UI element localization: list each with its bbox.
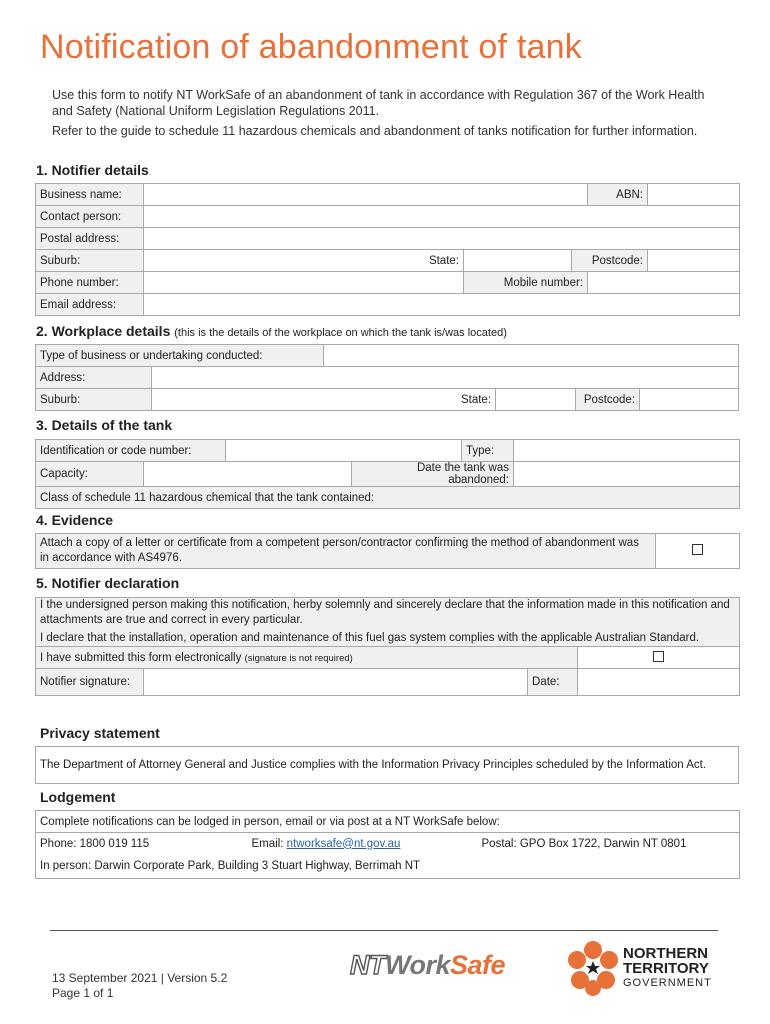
electronic-note: (signature is not required): [244, 652, 353, 664]
intro-paragraph-1: Use this form to notify NT WorkSafe of an abandonment of tank in accordance with Regulation 367 of the Work Health and Safety (National Uniform Legislation Regulations 2011.: [52, 88, 705, 118]
lodgement-heading: Lodgement: [40, 789, 116, 805]
lodgement-phone: Phone: 1800 019 115: [36, 833, 248, 855]
electronic-submission-label: [36, 647, 578, 669]
type-field[interactable]: [514, 440, 740, 462]
mobile-number-field[interactable]: [588, 272, 740, 294]
lodgement-intro: Complete notifications can be lodged in person, email or via post at a NT WorkSafe below:: [36, 811, 740, 833]
workplace-postcode-field[interactable]: [640, 389, 739, 411]
workplace-suburb-label: Suburb:: [36, 389, 152, 411]
workplace-state-field[interactable]: [496, 389, 576, 411]
section-5-heading: 5. Notifier declaration: [36, 575, 180, 591]
nt-worksafe-logo: [350, 950, 505, 981]
type-of-business-label: Type of business or undertaking conducted:: [36, 345, 324, 367]
section-4-heading: 4. Evidence: [36, 512, 114, 528]
postal-address-label: Postal address:: [36, 228, 144, 250]
email-link[interactable]: ntworksafe@nt.gov.au: [286, 837, 401, 850]
logo-nt-part: NT: [350, 950, 385, 980]
lodgement-postal: Postal: GPO Box 1722, Darwin NT 0801: [478, 833, 740, 855]
workplace-postcode-label: Postcode:: [575, 389, 639, 411]
state-label: State:: [144, 250, 464, 272]
lodgement-email: [248, 833, 478, 855]
section-1-heading: 1. Notifier details: [36, 162, 149, 178]
identification-field[interactable]: [226, 440, 462, 462]
workplace-state-label: State:: [152, 389, 496, 411]
nt-government-text: [623, 946, 712, 991]
section-2-title: 2. Workplace details: [36, 323, 171, 339]
date-abandoned-label: Date the tank was abandoned:: [352, 462, 514, 487]
postal-address-field[interactable]: [144, 228, 740, 250]
intro-paragraph-2: Refer to the guide to schedule 11 hazardous chemicals and abandonment of tanks notification for further information.: [52, 124, 698, 138]
declaration-date-label: Date:: [528, 669, 578, 696]
electronic-text: I have submitted this form electronically: [40, 651, 242, 664]
section-2-heading: [36, 323, 507, 339]
footer-divider: [50, 930, 718, 931]
chemical-class-label: Class of schedule 11 hazardous chemical that the tank contained:: [36, 487, 740, 509]
nt-government-logo: [565, 940, 725, 1000]
declaration-date-field[interactable]: [578, 669, 740, 696]
evidence-text: Attach a copy of a letter or certificate from a competent person/contractor confirming the method of abandonment was in accordance with AS4976.: [36, 534, 656, 569]
ntg-line-3: GOVERNMENT: [623, 977, 712, 989]
workplace-address-field[interactable]: [152, 367, 739, 389]
declaration-text: [36, 598, 740, 647]
notifier-details-table: [35, 183, 740, 316]
capacity-label: Capacity:: [36, 462, 144, 487]
date-abandoned-field[interactable]: [514, 462, 740, 487]
section-2-subtitle: (this is the details of the workplace on which the tank is/was located): [174, 327, 507, 339]
logo-work-part: Work: [385, 950, 451, 980]
declaration-1: I the undersigned person making this notification, herby solemnly and sincerely declare that the information made in this notification and attachments are true and correct in every particular.: [40, 599, 730, 626]
postcode-label: Postcode:: [572, 250, 648, 272]
tank-details-table: [35, 439, 740, 509]
logo-safe-part: Safe: [450, 950, 506, 980]
email-address-field[interactable]: [144, 294, 740, 316]
abn-field[interactable]: [648, 184, 740, 206]
electronic-checkbox-cell[interactable]: [578, 647, 740, 669]
mobile-number-label: Mobile number:: [464, 272, 588, 294]
email-address-label: Email address:: [36, 294, 144, 316]
business-name-label: Business name:: [36, 184, 144, 206]
type-label: Type:: [462, 440, 514, 462]
postcode-field[interactable]: [648, 250, 740, 272]
privacy-table: [35, 746, 739, 784]
state-field[interactable]: [464, 250, 572, 272]
evidence-checkbox-cell[interactable]: [656, 534, 740, 569]
contact-person-field[interactable]: [144, 206, 740, 228]
ntg-line-2: TERRITORY: [623, 960, 709, 977]
footer-page: Page 1 of 1: [52, 986, 114, 1000]
lodgement-table: [35, 810, 740, 879]
email-label: Email:: [251, 837, 287, 850]
declaration-table: [35, 597, 740, 696]
page-title: Notification of abandonment of tank: [40, 28, 582, 66]
notifier-signature-label: Notifier signature:: [36, 669, 144, 696]
phone-number-label: Phone number:: [36, 272, 144, 294]
footer-date-version: 13 September 2021 | Version 5.2: [52, 971, 228, 985]
suburb-label: Suburb:: [36, 250, 144, 272]
footer: [52, 971, 227, 1001]
business-name-field[interactable]: [144, 184, 588, 206]
phone-number-field[interactable]: [144, 272, 464, 294]
workplace-address-label: Address:: [36, 367, 152, 389]
lodgement-in-person: In person: Darwin Corporate Park, Building 3 Stuart Highway, Berrimah NT: [36, 854, 740, 879]
workplace-details-table: [35, 344, 739, 411]
identification-label: Identification or code number:: [36, 440, 226, 462]
desert-rose-icon: [565, 940, 621, 1000]
notifier-signature-field[interactable]: [144, 669, 528, 696]
evidence-table: [35, 533, 740, 569]
section-3-heading: 3. Details of the tank: [36, 417, 173, 433]
abn-label: ABN:: [588, 184, 648, 206]
evidence-checkbox[interactable]: [692, 544, 703, 555]
privacy-heading: Privacy statement: [40, 725, 160, 741]
electronic-checkbox[interactable]: [653, 651, 664, 662]
type-of-business-field[interactable]: [324, 345, 739, 367]
declaration-2: I declare that the installation, operation and maintenance of this fuel gas system complies with the applicable Australian Standard.: [40, 632, 700, 644]
contact-person-label: Contact person:: [36, 206, 144, 228]
ntg-line-1: NORTHERN: [623, 945, 708, 962]
capacity-field[interactable]: [144, 462, 352, 487]
privacy-text: The Department of Attorney General and Justice complies with the Information Privacy Principles scheduled by the Information Act.: [36, 747, 739, 784]
